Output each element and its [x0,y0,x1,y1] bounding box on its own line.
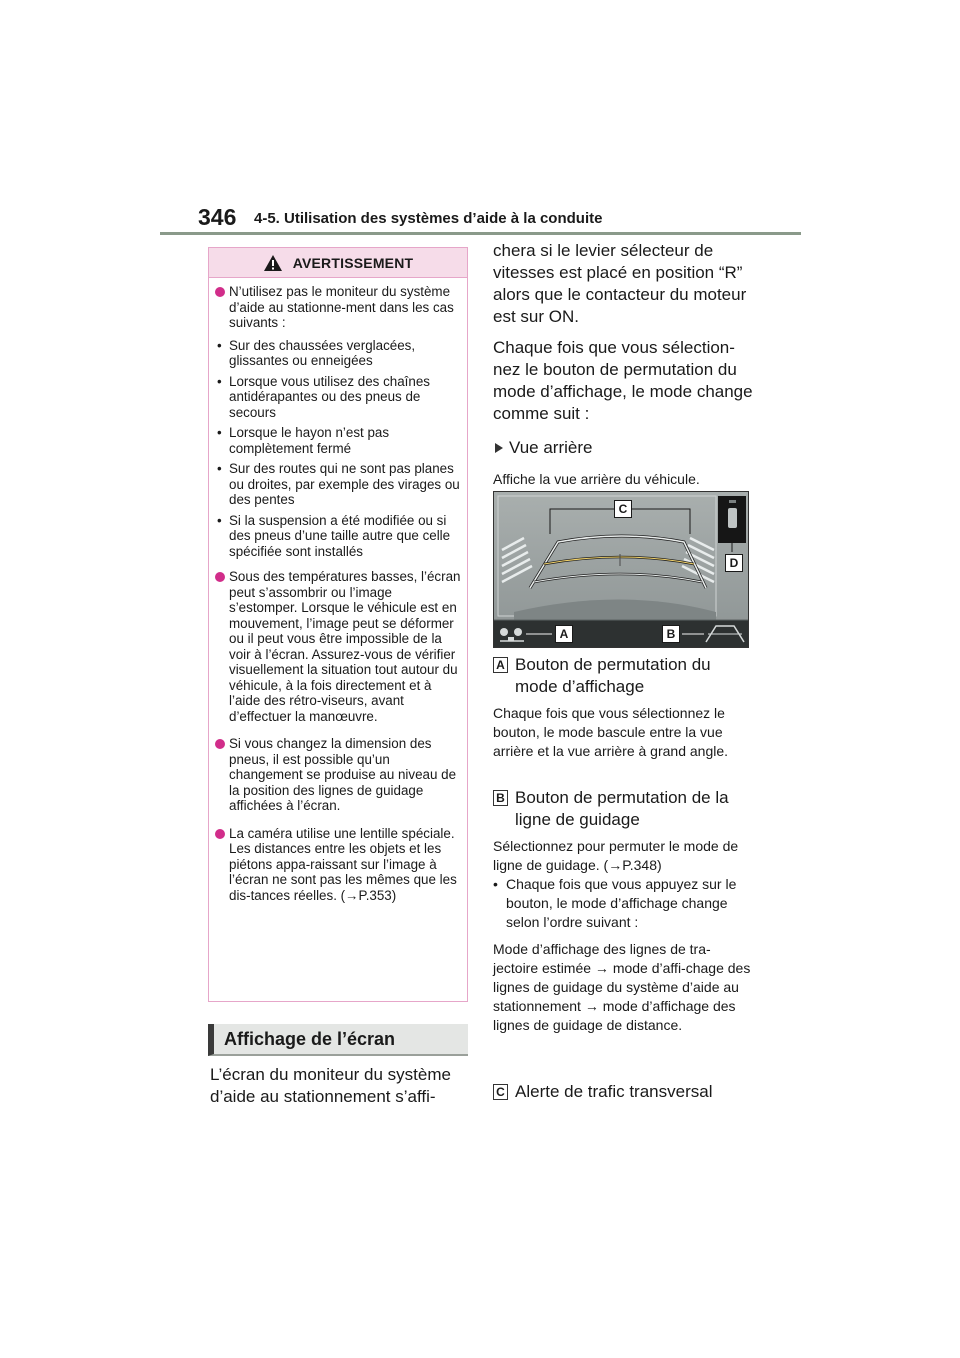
mode-item [493,438,755,458]
body-paragraph: Chaque fois que vous sélection-nez le bouton de permutation du mode d’affichage, le mode change comme suit : [493,338,753,423]
warning-icon [263,254,283,272]
warning-header [209,248,467,278]
warning-box [208,247,468,1002]
legend-item-b [493,787,755,1035]
mode-item-label: Vue arrière [509,438,593,457]
section-heading-text: Affichage de l’écran [224,1029,396,1049]
legend-key: B [493,790,508,806]
bullet-dot-icon [215,829,225,839]
screen-label-b: B [662,625,680,643]
legend-item-c [493,1081,755,1103]
triangle-bullet-icon [495,443,503,453]
legend-subbullet: • Chaque fois que vous appuyez sur le bouton, le mode d’affichage change selon l’ordre suivant : [493,875,755,932]
mode-description: Affiche la vue arrière du véhicule. [493,471,700,487]
page-number: 346 [198,204,237,230]
bullet-dot-icon [215,287,225,297]
legend-description: Mode d’affichage des lignes de tra-jectoire estimée → mode d’affi-chage des lignes de guidage du système d’aide au stationnement → mode d’affichage des lignes de guidage de distance. [493,941,751,1033]
legend-key: A [493,657,508,673]
legend-description: Chaque fois que vous sélectionnez le bouton, le mode bascule entre la vue arrière et la vue arrière à grand angle. [493,705,729,759]
warning-sublist [215,338,461,560]
warning-item [215,284,461,331]
warning-item-text: N’utilisez pas le moniteur du système d’aide au stationne-ment dans les cas suivants : [229,284,454,330]
screen-label-c: C [614,500,632,518]
warning-subitem: • Lorsque vous utilisez des chaînes antidérapantes ou des pneus de secours [215,374,461,421]
warning-item-text: Si vous changez la dimension des pneus, il est possible qu’un changement se produise au niveau de la position des lignes de guidage affichées à l’écran. [229,736,457,813]
right-column [493,240,755,489]
warning-subitem: • Sur des routes qui ne sont pas planes ou droites, par exemple des virages ou des pentes [215,461,461,508]
warning-title: AVERTISSEMENT [292,254,414,271]
bullet-dot-icon [215,572,225,582]
warning-item-text: Sous des températures basses, l’écran peut s’assombrir ou l’image s’estomper. Lorsque le véhicule est en mouvement, l’image peut se déformer ou il peut vous être impossible de la voir à l’écran. Assurez-vous de vérifier visuellement la situation tout autour du véhicule, à la fois directement et à l’aide des rétro-viseurs, avant d’effectuer la manœuvre. [229,569,461,724]
warning-subitem: • Lorsque le hayon n’est pas complètement fermé [215,425,461,456]
legend-item-a [493,654,755,761]
warning-subitem: • Si la suspension a été modifiée ou si des pneus d’une taille autre que celle spécifiée sont installés [215,513,461,560]
warning-subitem: • Sur des chaussées verglacées, glissantes ou enneigées [215,338,461,369]
section-title: 4-5. Utilisation des systèmes d’aide à la conduite [254,210,603,227]
section-heading [208,1024,468,1056]
legend-title: Bouton de permutation du mode d’affichage [515,655,711,696]
warning-item [215,736,461,814]
warning-item [215,569,461,724]
body-paragraph: L’écran du moniteur du système d’aide au stationnement s’affi- [210,1065,451,1106]
warning-item [215,826,461,904]
legend-key: C [493,1084,508,1100]
legend-title: Alerte de trafic transversal [515,1082,713,1101]
legend-description: Sélectionnez pour permuter le mode de ligne de guidage. (→P.348) [493,838,739,873]
rear-camera-screen [493,491,749,648]
screen-label-d: D [725,554,743,572]
screen-label-a: A [555,625,573,643]
bullet-dot-icon [215,739,225,749]
body-paragraph: chera si le levier sélecteur de vitesses est placé en position “R” alors que le contacteur du moteur est sur ON. [493,241,747,326]
warning-item-text: La caméra utilise une lentille spéciale. Les distances entre les objets et les piétons appa-raissant sur l’image à l’écran ne sont pas les mêmes que les dis-tances réelles. (→P.353) [229,825,457,903]
header-rule [160,232,801,235]
legend-title: Bouton de permutation de la ligne de guidage [515,788,729,829]
